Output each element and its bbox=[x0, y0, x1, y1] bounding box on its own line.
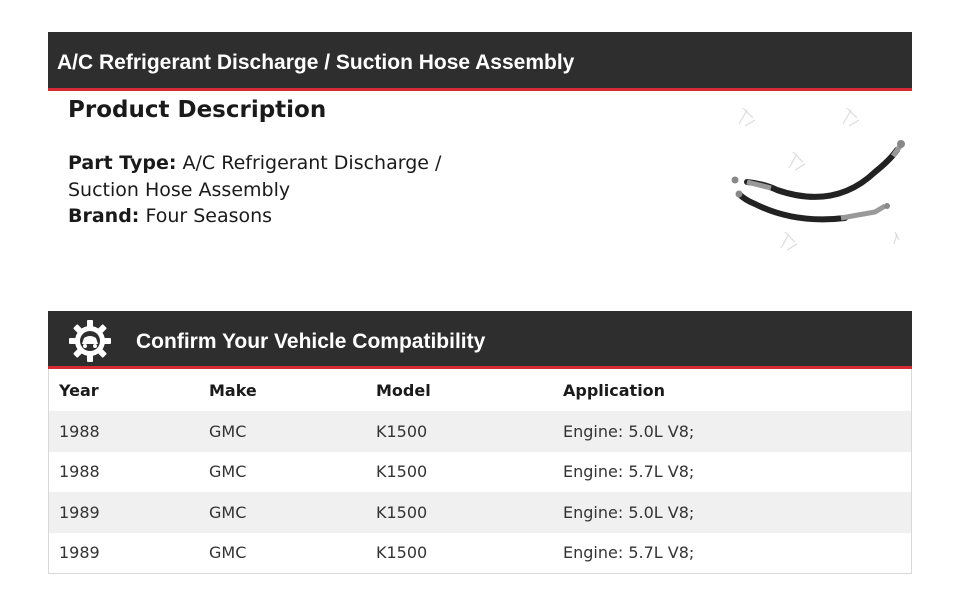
gear-car-icon bbox=[68, 319, 112, 363]
table-row bbox=[49, 452, 911, 493]
description-body bbox=[68, 150, 448, 230]
hose-assembly-image bbox=[725, 100, 915, 260]
cell-application: Engine: 5.0L V8; bbox=[563, 421, 695, 441]
compatibility-bar bbox=[48, 311, 912, 369]
cell-application: Engine: 5.7L V8; bbox=[563, 543, 695, 563]
column-header-year: Year bbox=[59, 380, 99, 400]
table-row bbox=[49, 411, 911, 452]
cell-model: K1500 bbox=[376, 543, 428, 563]
cell-year: 1988 bbox=[59, 421, 100, 441]
description-heading: Product Description bbox=[68, 97, 327, 123]
product-title-bar bbox=[48, 32, 912, 91]
product-title: A/C Refrigerant Discharge / Suction Hose Assembly bbox=[57, 51, 575, 74]
part-type-line bbox=[68, 150, 448, 203]
cell-application: Engine: 5.0L V8; bbox=[563, 502, 695, 522]
compatibility-title: Confirm Your Vehicle Compatibility bbox=[136, 330, 486, 353]
cell-model: K1500 bbox=[376, 421, 428, 441]
part-type-label: Part Type: bbox=[68, 152, 177, 174]
cell-year: 1988 bbox=[59, 462, 100, 482]
column-header-application: Application bbox=[563, 380, 666, 400]
column-header-model: Model bbox=[376, 380, 431, 400]
cell-make: GMC bbox=[209, 543, 247, 563]
cell-model: K1500 bbox=[376, 502, 428, 522]
cell-model: K1500 bbox=[376, 462, 428, 482]
brand-value: Four Seasons bbox=[145, 205, 273, 227]
cell-make: GMC bbox=[209, 462, 247, 482]
cell-application: Engine: 5.7L V8; bbox=[563, 462, 695, 482]
brand-line bbox=[68, 203, 448, 230]
table-header-row bbox=[49, 369, 911, 411]
cell-year: 1989 bbox=[59, 543, 100, 563]
cell-make: GMC bbox=[209, 421, 247, 441]
table-row bbox=[49, 492, 911, 533]
table-row bbox=[49, 533, 911, 574]
compatibility-table-wrapper bbox=[48, 369, 912, 574]
compatibility-table bbox=[49, 369, 911, 573]
cell-make: GMC bbox=[209, 502, 247, 522]
column-header-make: Make bbox=[209, 380, 257, 400]
brand-label: Brand: bbox=[68, 205, 140, 227]
part-type-value: A/C Refrigerant Discharge / Suction Hose Assembly bbox=[68, 152, 442, 201]
cell-year: 1989 bbox=[59, 502, 100, 522]
